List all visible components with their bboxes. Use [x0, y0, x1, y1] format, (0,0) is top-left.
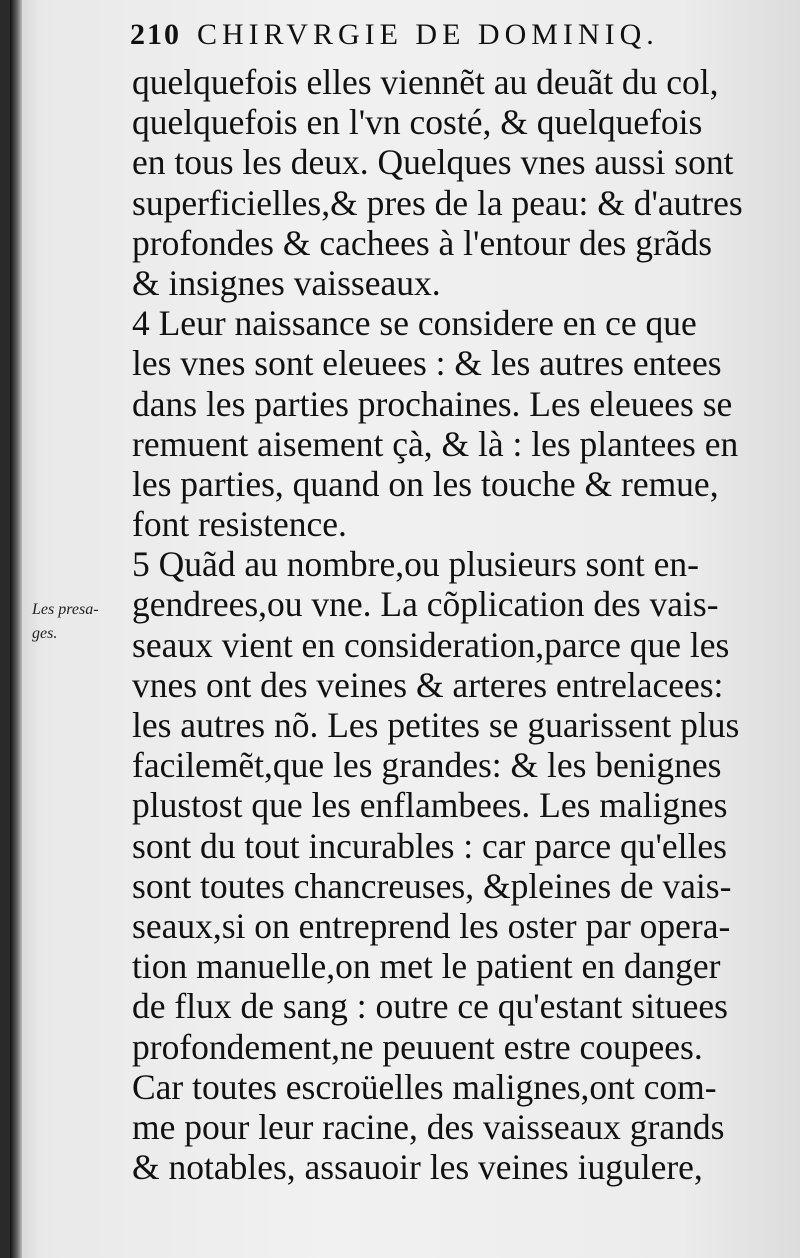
text-line: sont du tout incurables : car parce qu'elles [132, 825, 727, 866]
text-line: 5 Quãd au nombre,ou plusieurs sont en- [132, 544, 699, 585]
text-line: les vnes sont eleuees : & les autres entees [132, 343, 722, 384]
text-line: plustost que les enflambees. Les malignes [132, 785, 728, 826]
text-line: 4 Leur naissance se considere en ce que [132, 303, 697, 344]
text-line: dans les parties prochaines. Les eleuees se [132, 383, 733, 424]
text-line: de flux de sang : outre ce qu'estant situees [132, 986, 728, 1027]
margin-note-line: ges. [32, 625, 58, 642]
text-line: en tous les deux. Quelques vnes aussi sont [132, 142, 734, 183]
text-line: les parties, quand on les touche & remue, [132, 463, 719, 504]
page-number: 210 [130, 18, 181, 51]
text-line: seaux vient en consideration,parce que les [132, 624, 730, 665]
text-line: vnes ont des veines & arteres entrelacees: [132, 664, 724, 705]
text-line: & insignes vaisseaux. [132, 262, 441, 303]
page-gutter-shadow [10, 0, 22, 1258]
text-line: remuent aisement çà, & là : les plantees en [132, 423, 739, 464]
text-line: gendrees,ou vne. La cõplication des vais- [132, 584, 719, 625]
text-line: & notables, assauoir les veines iugulere, [132, 1147, 703, 1188]
margin-note [32, 598, 132, 646]
text-line: Car toutes escroüelles malignes,ont com- [132, 1066, 717, 1107]
text-line: les autres nõ. Les petites se guarissent plus [132, 705, 740, 745]
running-title: CHIRVRGIE DE DOMINIQ. [197, 18, 659, 51]
text-line: profondement,ne peuuent estre coupees. [132, 1026, 703, 1067]
running-header [130, 18, 770, 58]
text-line: quelquefois en l'vn costé, & quelquefois [132, 102, 703, 143]
text-line: facilemẽt,que les grandes: & les benignes [132, 745, 722, 786]
body-text [132, 62, 782, 1187]
text-line: profondes & cachees à l'entour des grãds [132, 222, 713, 263]
margin-note-line: Les presa- [32, 601, 99, 618]
text-line: sont toutes chancreuses, &pleines de vais- [132, 865, 732, 906]
text-line: seaux,si on entreprend les oster par opera- [132, 905, 731, 946]
text-line: me pour leur racine, des vaisseaux grands [132, 1106, 725, 1147]
text-line: font resistence. [132, 504, 347, 545]
book-page [10, 0, 800, 1258]
text-line: quelquefois elles viennẽt au deuãt du col, [132, 62, 719, 102]
text-line: superficielles,& pres de la peau: & d'autres [132, 182, 743, 223]
text-line: tion manuelle,on met le patient en danger [132, 946, 721, 987]
